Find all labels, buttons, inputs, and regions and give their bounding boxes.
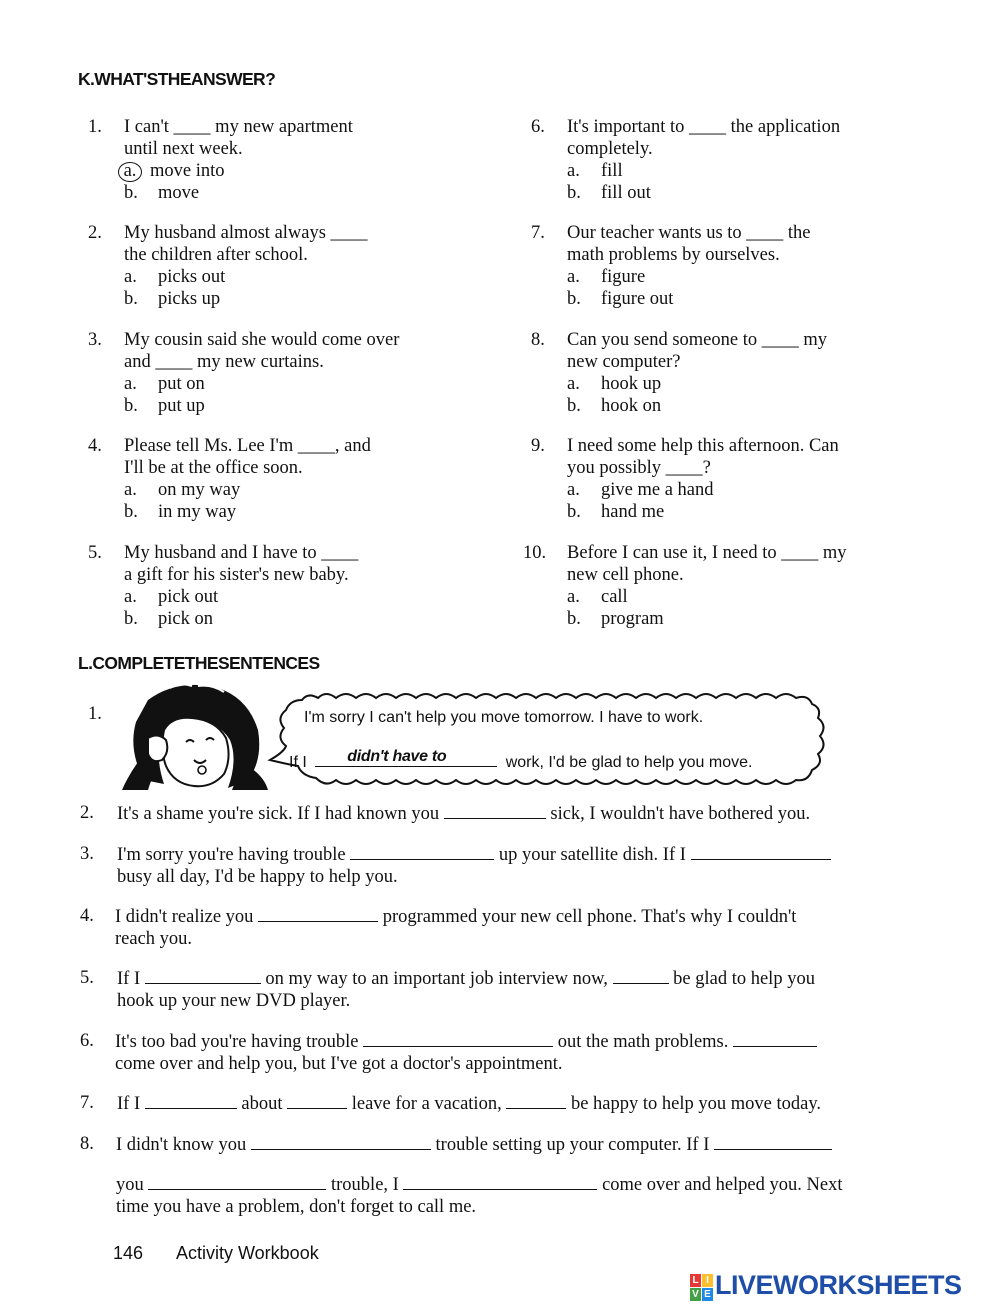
question-number: 1. bbox=[88, 117, 102, 137]
liveworksheets-watermark[interactable]: LIVEWORKSHEETS bbox=[715, 1270, 962, 1300]
speech-bubble bbox=[262, 690, 836, 790]
question-number: 4. bbox=[88, 436, 102, 456]
answer-blank[interactable] bbox=[613, 967, 669, 984]
example-number: 1. bbox=[88, 704, 102, 724]
option-b[interactable]: b. picks up bbox=[124, 289, 221, 309]
option-b[interactable]: b. hook on bbox=[567, 396, 662, 416]
example-answer: didn't have to bbox=[347, 748, 447, 765]
question-text: My husband and I have to ____ bbox=[124, 543, 359, 563]
question-text-continued: completely. bbox=[567, 139, 653, 159]
woman-on-phone-illustration bbox=[108, 680, 280, 792]
question-text: My cousin said she would come over bbox=[124, 330, 400, 350]
bubble-line-2: If I didn't have to work, I'd be glad to help you move. bbox=[289, 748, 753, 771]
question-text: I need some help this afternoon. Can bbox=[567, 436, 839, 456]
answer-blank[interactable] bbox=[714, 1133, 832, 1150]
question-text: It's important to ____ the application bbox=[567, 117, 841, 137]
answer-blank[interactable] bbox=[287, 1092, 347, 1109]
question-text: Before I can use it, I need to ____ my bbox=[567, 543, 847, 563]
answer-blank[interactable] bbox=[444, 802, 546, 819]
option-b[interactable]: b. in my way bbox=[124, 502, 237, 522]
question-text-continued: the children after school. bbox=[124, 245, 308, 265]
option-a[interactable]: a. move into bbox=[124, 160, 353, 182]
option-a[interactable]: a. on my way bbox=[124, 480, 241, 500]
question-text-continued: and ____ my new curtains. bbox=[124, 352, 324, 372]
option-a[interactable]: a. call bbox=[567, 587, 628, 607]
option-a[interactable]: a. give me a hand bbox=[567, 480, 714, 500]
option-a[interactable]: a. fill bbox=[567, 161, 623, 181]
question-number: 9. bbox=[531, 436, 545, 456]
question-number: 5. bbox=[88, 543, 102, 563]
bubble-line-1: I'm sorry I can't help you move tomorrow. I have to work. bbox=[304, 709, 704, 726]
question-text-continued: math problems by ourselves. bbox=[567, 245, 780, 265]
question-text-continued: I'll be at the office soon. bbox=[124, 458, 303, 478]
answer-blank[interactable] bbox=[506, 1092, 566, 1109]
question-number: 7. bbox=[531, 223, 545, 243]
option-a[interactable]: a. hook up bbox=[567, 374, 662, 394]
option-b[interactable]: b. program bbox=[567, 609, 664, 629]
option-b[interactable]: b. move bbox=[124, 183, 200, 203]
example-answer-blank[interactable] bbox=[315, 748, 497, 767]
option-a[interactable]: a. picks out bbox=[124, 267, 226, 287]
option-a[interactable]: a. put on bbox=[124, 374, 205, 394]
answer-blank[interactable] bbox=[733, 1030, 817, 1047]
question-number: 10. bbox=[523, 543, 547, 563]
question-text-continued: a gift for his sister's new baby. bbox=[124, 565, 349, 585]
question-text-continued: until next week. bbox=[124, 139, 243, 159]
question-number: 2. bbox=[88, 223, 102, 243]
option-b[interactable]: b. fill out bbox=[567, 183, 651, 203]
question-text-continued: you possibly ____? bbox=[567, 458, 711, 478]
answer-blank[interactable] bbox=[148, 1173, 326, 1190]
option-b[interactable]: b. hand me bbox=[567, 502, 665, 522]
answer-blank[interactable] bbox=[145, 1092, 237, 1109]
question-text: I can't ____ my new apartment bbox=[124, 117, 353, 137]
question-text: Please tell Ms. Lee I'm ____, and bbox=[124, 436, 371, 456]
answer-blank[interactable] bbox=[691, 843, 831, 860]
option-a[interactable]: a. figure bbox=[567, 267, 646, 287]
question-text: My husband almost always ____ bbox=[124, 223, 368, 243]
section-l-heading: L.COMPLETETHESENTENCES bbox=[78, 653, 320, 673]
question-number: 8. bbox=[531, 330, 545, 350]
answer-blank[interactable] bbox=[251, 1133, 431, 1150]
answer-blank[interactable] bbox=[350, 843, 494, 860]
sentence-8-continued: you trouble, I come over and helped you. Next time you have a problem, don't forget to call me. bbox=[116, 1175, 843, 1217]
answer-blank[interactable] bbox=[403, 1173, 597, 1190]
question-text-continued: new computer? bbox=[567, 352, 681, 372]
answer-blank[interactable] bbox=[258, 905, 378, 922]
liveworksheets-logo-icon: L I V E bbox=[690, 1274, 714, 1302]
question-text: Can you send someone to ____ my bbox=[567, 330, 828, 350]
question-number: 6. bbox=[531, 117, 545, 137]
option-b[interactable]: b. figure out bbox=[567, 289, 674, 309]
section-k-heading: K.WHAT'STHEANSWER? bbox=[78, 69, 276, 89]
workbook-title: Activity Workbook bbox=[176, 1243, 319, 1263]
page-number: 146 bbox=[113, 1243, 144, 1263]
answer-blank[interactable] bbox=[363, 1030, 553, 1047]
question-text-continued: new cell phone. bbox=[567, 565, 684, 585]
option-a[interactable]: a. pick out bbox=[124, 587, 219, 607]
option-b[interactable]: b. pick on bbox=[124, 609, 213, 629]
option-b[interactable]: b. put up bbox=[124, 396, 205, 416]
circled-answer-marker: a. bbox=[118, 162, 142, 182]
answer-blank[interactable] bbox=[145, 967, 261, 984]
question-text: Our teacher wants us to ____ the bbox=[567, 223, 811, 243]
question-number: 3. bbox=[88, 330, 102, 350]
